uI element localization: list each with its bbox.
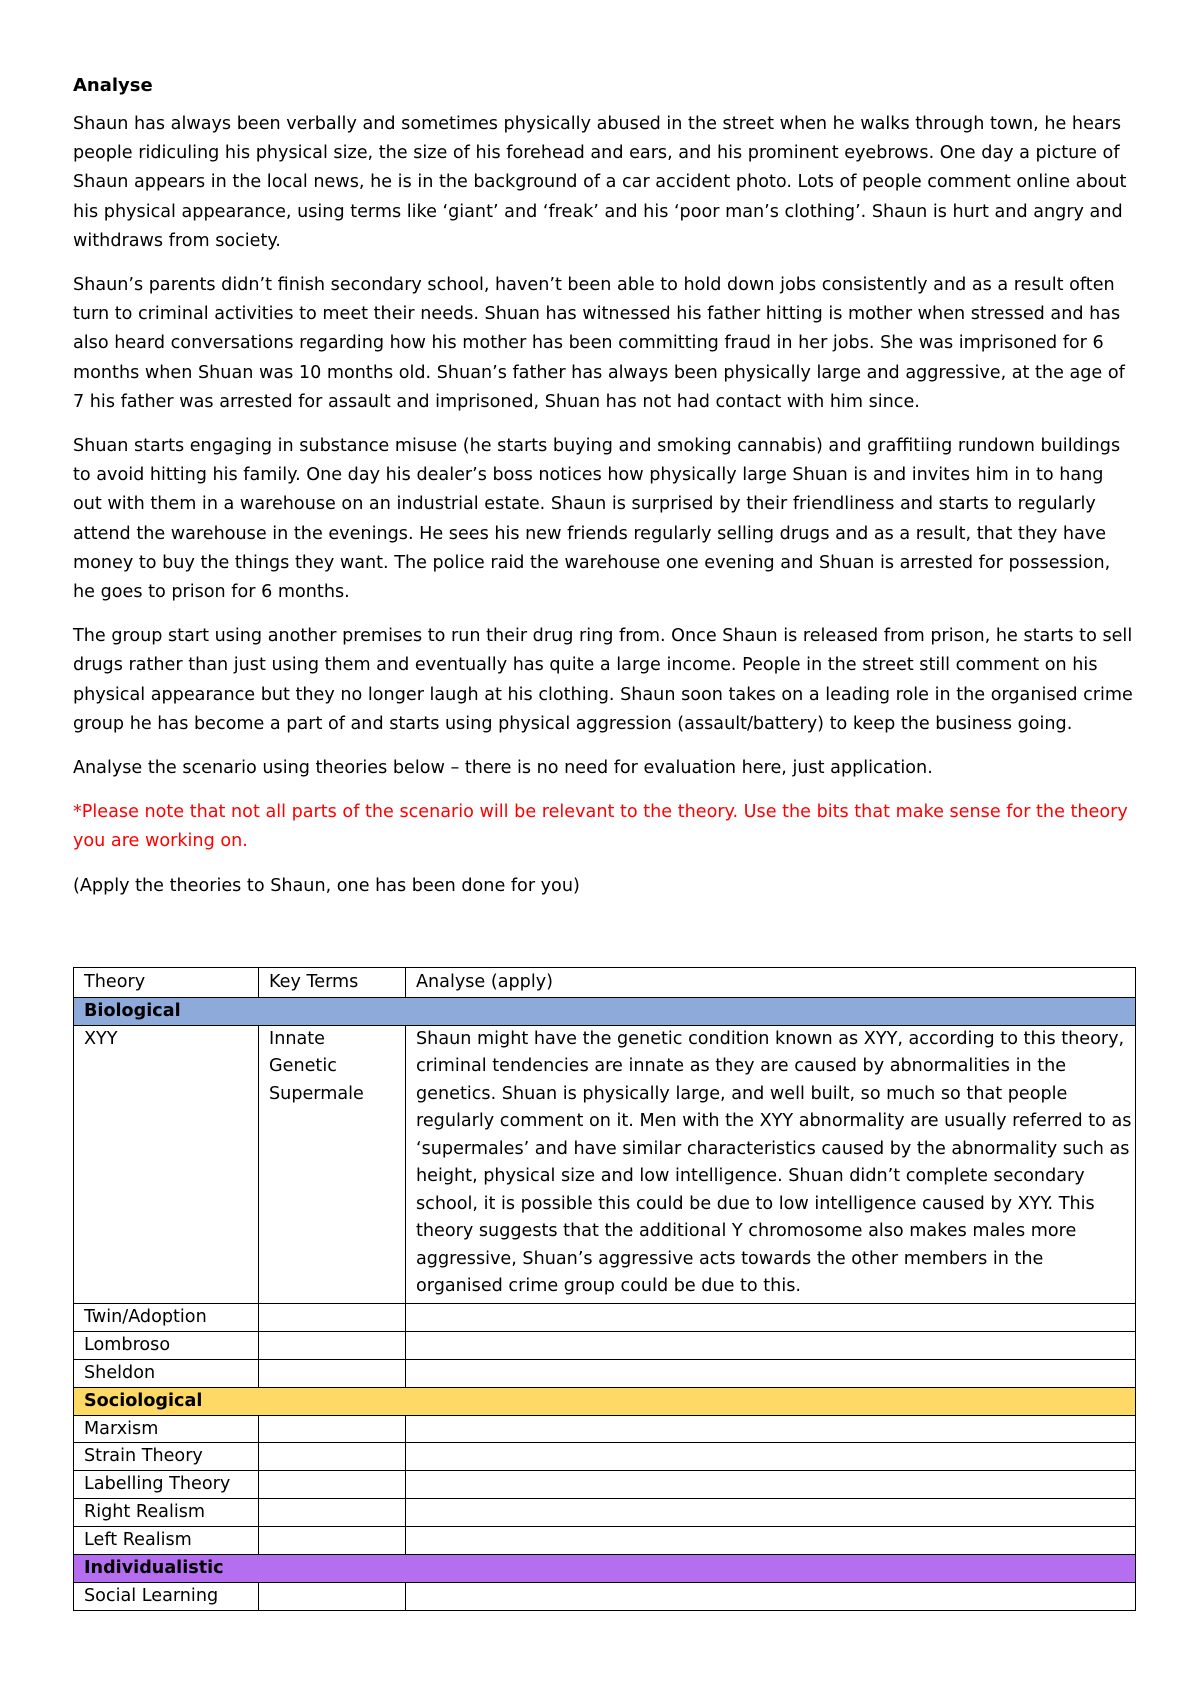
header-key-terms: Key Terms	[259, 968, 406, 998]
header-theory: Theory	[74, 968, 259, 998]
key-terms-input-sheldon[interactable]	[259, 1359, 406, 1387]
table-row	[74, 1527, 1136, 1555]
key-terms-input-labelling-theory[interactable]	[259, 1471, 406, 1499]
theory-cell-xyy: XYY	[74, 1025, 259, 1303]
theory-cell-sheldon: Sheldon	[74, 1359, 259, 1387]
key-terms-input-twin-adoption[interactable]	[259, 1303, 406, 1331]
table-row	[74, 1415, 1136, 1443]
key-term-innate: Innate	[269, 1028, 325, 1049]
analysis-input-sheldon[interactable]	[406, 1359, 1136, 1387]
scenario-paragraph-2: Shaun’s parents didn’t finish secondary school, haven’t been able to hold down jobs consistently and as a result often turn to criminal activities to meet their needs. Shuan has witnessed his father hitting is mother when stressed and has also heard conversations regarding how his mother has been committing fraud in her jobs. She was imprisoned for 6 months when Shuan was 10 months old. Shuan’s father has always been physically large and aggressive, at the age of 7 his father was arrested for assault and imprisoned, Shuan has not had contact with him since.	[73, 275, 1125, 412]
key-terms-input-left-realism[interactable]	[259, 1527, 406, 1555]
key-terms-input-social-learning[interactable]	[259, 1582, 406, 1610]
table-row	[74, 1499, 1136, 1527]
theory-cell-strain-theory: Strain Theory	[74, 1443, 259, 1471]
table-row	[74, 1359, 1136, 1387]
apply-instruction: (Apply the theories to Shaun, one has been done for you)	[73, 875, 580, 896]
table-row-xyy	[74, 1025, 1136, 1303]
scenario-paragraph-3: Shuan starts engaging in substance misuse (he starts buying and smoking cannabis) and graffitiing rundown buildings to avoid hitting his family. One day his dealer’s boss notices how physically large Shuan is and invites him in to hang out with them in a warehouse on an industrial estate. Shaun is surprised by their friendliness and starts to regularly attend the warehouse in the evenings. He sees his new friends regularly selling drugs and as a result, that they have money to buy the things they want. The police raid the warehouse one evening and Shuan is arrested for possession, he goes to prison for 6 months.	[73, 436, 1121, 603]
relevance-note: *Please note that not all parts of the scenario will be relevant to the theory. Use the bits that make sense for the theory you are working on.	[73, 802, 1128, 852]
table-header-row	[74, 968, 1136, 998]
table-row	[74, 1303, 1136, 1331]
scenario-paragraph-4: The group start using another premises to run their drug ring from. Once Shaun is released from prison, he starts to sell drugs rather than just using them and eventually has quite a large income. People in the street still comment on his physical appearance but they no longer laugh at his clothing. Shaun soon takes on a leading role in the organised crime group he has become a part of and starts using physical aggression (assault/battery) to keep the business going.	[73, 626, 1133, 734]
section-label-sociological: Sociological	[74, 1387, 1136, 1415]
header-analyse: Analyse (apply)	[406, 968, 1136, 998]
section-label-biological: Biological	[74, 998, 1136, 1026]
scenario-paragraph-1: Shaun has always been verbally and sometimes physically abused in the street when he walks through town, he hears people ridiculing his physical size, the size of his forehead and ears, and his prominent eyebrows. One day a picture of Shaun appears in the local news, he is in the background of a car accident photo. Lots of people comment online about his physical appearance, using terms like ‘giant’ and ‘freak’ and his ‘poor man’s clothing’. Shaun is hurt and angry and withdraws from society.	[73, 114, 1127, 251]
analysis-input-strain-theory[interactable]	[406, 1443, 1136, 1471]
theory-cell-labelling-theory: Labelling Theory	[74, 1471, 259, 1499]
theory-cell-left-realism: Left Realism	[74, 1527, 259, 1555]
theory-cell-social-learning: Social Learning	[74, 1582, 259, 1610]
key-terms-input-lombroso[interactable]	[259, 1331, 406, 1359]
analysis-input-left-realism[interactable]	[406, 1527, 1136, 1555]
table-row	[74, 1582, 1136, 1610]
theory-cell-right-realism: Right Realism	[74, 1499, 259, 1527]
analysis-input-right-realism[interactable]	[406, 1499, 1136, 1527]
analysis-input-labelling-theory[interactable]	[406, 1471, 1136, 1499]
theory-cell-lombroso: Lombroso	[74, 1331, 259, 1359]
theory-cell-marxism: Marxism	[74, 1415, 259, 1443]
table-row	[74, 1443, 1136, 1471]
key-term-genetic: Genetic	[269, 1056, 337, 1077]
page-heading: Analyse	[73, 75, 153, 96]
key-terms-input-marxism[interactable]	[259, 1415, 406, 1443]
section-row-individualistic	[74, 1555, 1136, 1583]
key-terms-input-strain-theory[interactable]	[259, 1443, 406, 1471]
task-instruction: Analyse the scenario using theories below – there is no need for evaluation here, just application.	[73, 758, 933, 779]
key-terms-cell-xyy	[259, 1025, 406, 1303]
analysis-input-lombroso[interactable]	[406, 1331, 1136, 1359]
analysis-cell-xyy: Shaun might have the genetic condition known as XYY, according to this theory, criminal tendencies are innate as they are caused by abnormalities in the genetics. Shuan is physically large, and well built, so much so that people regularly comment on it. Men with the XYY abnormality are usually referred to as ‘supermales’ and have similar characteristics caused by the abnormality such as height, physical size and low intelligence. Shuan didn’t complete secondary school, it is possible this could be due to low intelligence caused by XYY. This theory suggests that the additional Y chromosome also makes males more aggressive, Shuan’s aggressive acts towards the other members in the organised crime group could be due to this.	[406, 1025, 1136, 1303]
analysis-input-marxism[interactable]	[406, 1415, 1136, 1443]
analysis-input-twin-adoption[interactable]	[406, 1303, 1136, 1331]
section-row-biological	[74, 998, 1136, 1026]
section-label-individualistic: Individualistic	[74, 1555, 1136, 1583]
key-term-supermale: Supermale	[269, 1083, 364, 1104]
analysis-input-social-learning[interactable]	[406, 1582, 1136, 1610]
theory-cell-twin-adoption: Twin/Adoption	[74, 1303, 259, 1331]
table-row	[74, 1331, 1136, 1359]
section-row-sociological	[74, 1387, 1136, 1415]
document-body	[73, 72, 1135, 916]
key-terms-input-right-realism[interactable]	[259, 1499, 406, 1527]
theory-table	[73, 967, 1136, 1611]
table-row	[74, 1471, 1136, 1499]
